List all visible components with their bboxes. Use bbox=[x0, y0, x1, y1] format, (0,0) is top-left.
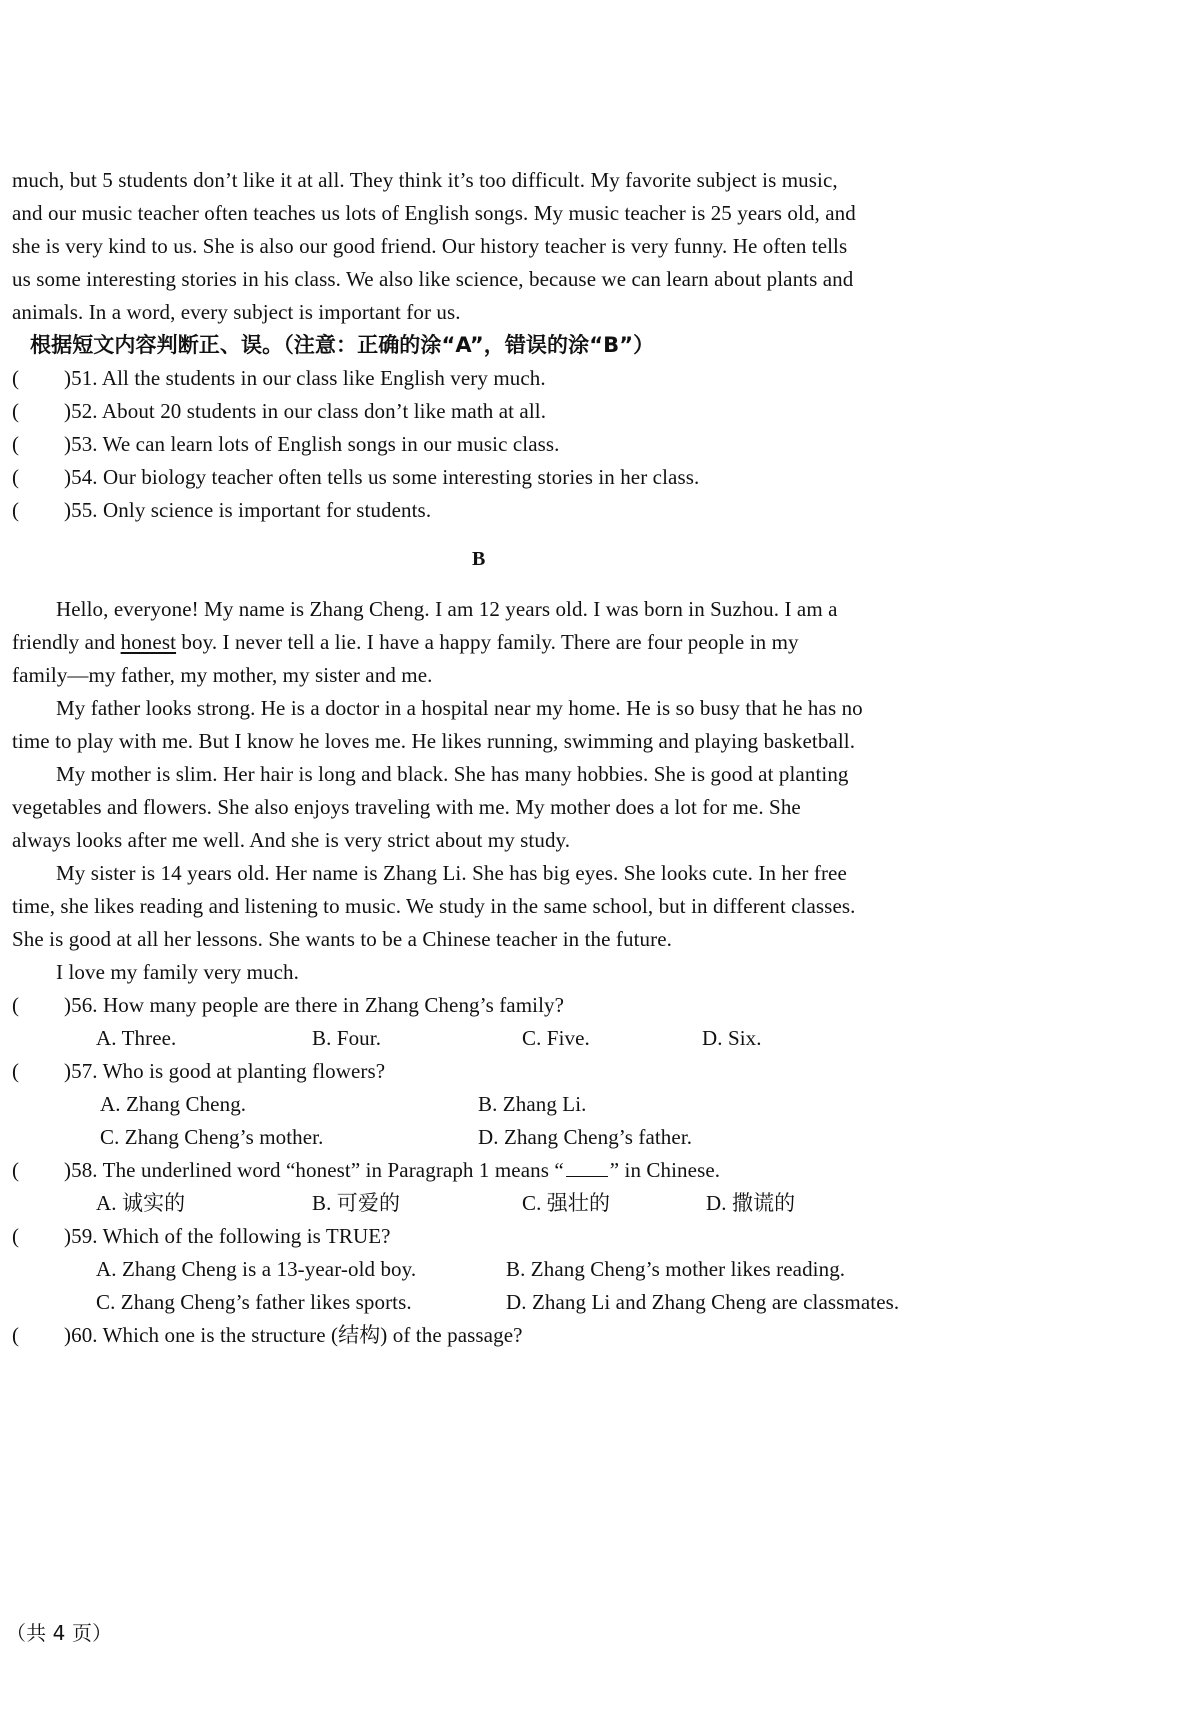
passage-b-p1-line-3: family—my father, my mother, my sister and me. bbox=[12, 663, 433, 687]
text-fragment: boy. I never tell a lie. I have a happy family. There are four people in my bbox=[176, 630, 799, 654]
question-text: Which of the following is TRUE? bbox=[102, 1224, 391, 1248]
answer-blank bbox=[566, 1175, 608, 1177]
passage-b-p1-line-1: Hello, everyone! My name is Zhang Cheng. I am 12 years old. I was born in Suzhou. I am a bbox=[56, 597, 838, 621]
question-58 bbox=[12, 1158, 720, 1182]
q58-option-d[interactable]: D. 撒谎的 bbox=[706, 1191, 796, 1215]
passage-a-line-3: she is very kind to us. She is also our good friend. Our history teacher is very funny. He often tells bbox=[12, 234, 848, 258]
question-text: We can learn lots of English songs in our music class. bbox=[102, 432, 560, 456]
question-text: Our biology teacher often tells us some interesting stories in her class. bbox=[103, 465, 700, 489]
section-b-title: B bbox=[472, 548, 486, 570]
passage-b-p4-line-1: My sister is 14 years old. Her name is Zhang Li. She has big eyes. She looks cute. In her free bbox=[56, 861, 847, 885]
question-text: The underlined word “honest” in Paragraph 1 means “ bbox=[102, 1158, 564, 1182]
question-number: )54. bbox=[64, 465, 98, 489]
question-number: )51. bbox=[64, 366, 98, 390]
passage-b-p1-line-2 bbox=[12, 630, 799, 654]
question-text: All the students in our class like English very much. bbox=[101, 366, 546, 390]
question-56 bbox=[12, 993, 564, 1017]
q57-option-b[interactable]: B. Zhang Li. bbox=[478, 1092, 587, 1116]
q58-option-c[interactable]: C. 强壮的 bbox=[522, 1191, 611, 1215]
passage-b-p2-line-2: time to play with me. But I know he loves me. He likes running, swimming and playing basketball. bbox=[12, 729, 856, 753]
passage-a-line-2: and our music teacher often teaches us lots of English songs. My music teacher is 25 years old, and bbox=[12, 201, 856, 225]
q56-option-d[interactable]: D. Six. bbox=[702, 1026, 762, 1050]
answer-paren[interactable]: ( bbox=[12, 366, 20, 390]
question-51 bbox=[12, 366, 546, 390]
q59-option-d[interactable]: D. Zhang Li and Zhang Cheng are classmates. bbox=[506, 1290, 900, 1314]
text-fragment: friendly and bbox=[12, 630, 121, 654]
answer-paren[interactable]: ( bbox=[12, 1158, 20, 1182]
passage-b-p3-line-3: always looks after me well. And she is very strict about my study. bbox=[12, 828, 571, 852]
question-55 bbox=[12, 498, 431, 522]
passage-b-p4-line-2: time, she likes reading and listening to music. We study in the same school, but in different classes. bbox=[12, 894, 856, 918]
q57-option-d[interactable]: D. Zhang Cheng’s father. bbox=[478, 1125, 693, 1149]
q56-option-a[interactable]: A. Three. bbox=[96, 1026, 177, 1050]
question-text: Who is good at planting flowers? bbox=[102, 1059, 386, 1083]
q58-option-b[interactable]: B. 可爱的 bbox=[312, 1191, 401, 1215]
answer-paren[interactable]: ( bbox=[12, 498, 20, 522]
q59-option-b[interactable]: B. Zhang Cheng’s mother likes reading. bbox=[506, 1257, 846, 1281]
question-53 bbox=[12, 432, 560, 456]
question-number: )58. bbox=[64, 1158, 98, 1182]
q56-option-b[interactable]: B. Four. bbox=[312, 1026, 382, 1050]
question-text: How many people are there in Zhang Cheng’s family? bbox=[103, 993, 565, 1017]
q58-option-a[interactable]: A. 诚实的 bbox=[96, 1191, 186, 1215]
question-number: )60. bbox=[64, 1323, 98, 1347]
q57-option-a[interactable]: A. Zhang Cheng. bbox=[100, 1092, 247, 1116]
question-52 bbox=[12, 399, 546, 423]
question-number: )56. bbox=[64, 993, 98, 1017]
question-57 bbox=[12, 1059, 385, 1083]
answer-paren[interactable]: ( bbox=[12, 432, 20, 456]
q59-option-a[interactable]: A. Zhang Cheng is a 13-year-old boy. bbox=[96, 1257, 417, 1281]
question-number: )57. bbox=[64, 1059, 98, 1083]
answer-paren[interactable]: ( bbox=[12, 399, 20, 423]
passage-a-line-1: much, but 5 students don’t like it at all. They think it’s too difficult. My favorite subject is music, bbox=[12, 168, 838, 192]
question-text: Only science is important for students. bbox=[103, 498, 432, 522]
question-59 bbox=[12, 1224, 391, 1248]
answer-paren[interactable]: ( bbox=[12, 993, 20, 1017]
question-text: Which one is the structure (结构) of the passage? bbox=[102, 1323, 523, 1347]
passage-b-p4-line-3: She is good at all her lessons. She wants to be a Chinese teacher in the future. bbox=[12, 927, 673, 951]
q56-option-c[interactable]: C. Five. bbox=[522, 1026, 590, 1050]
q57-option-c[interactable]: C. Zhang Cheng’s mother. bbox=[100, 1125, 324, 1149]
passage-a-line-4: us some interesting stories in his class. We also like science, because we can learn about plants and bbox=[12, 267, 854, 291]
question-number: )53. bbox=[64, 432, 98, 456]
q59-option-c[interactable]: C. Zhang Cheng’s father likes sports. bbox=[96, 1290, 412, 1314]
question-54 bbox=[12, 465, 699, 489]
question-text: About 20 students in our class don’t like math at all. bbox=[101, 399, 547, 423]
question-number: )59. bbox=[64, 1224, 98, 1248]
underlined-word-honest: honest bbox=[120, 630, 177, 654]
tf-instruction: 根据短文内容判断正、误。（注意：正确的涂“A”，错误的涂“B”） bbox=[30, 333, 655, 357]
passage-b-p3-line-2: vegetables and flowers. She also enjoys traveling with me. My mother does a lot for me. She bbox=[12, 795, 801, 819]
answer-paren[interactable]: ( bbox=[12, 1224, 20, 1248]
question-text-end: ” in Chinese. bbox=[609, 1158, 721, 1182]
page-count-footer: （共 4 页） bbox=[6, 1621, 113, 1645]
answer-paren[interactable]: ( bbox=[12, 1059, 20, 1083]
question-60 bbox=[12, 1323, 523, 1347]
question-number: )52. bbox=[64, 399, 98, 423]
passage-b-p2-line-1: My father looks strong. He is a doctor in a hospital near my home. He is so busy that he has no bbox=[56, 696, 863, 720]
answer-paren[interactable]: ( bbox=[12, 465, 20, 489]
passage-a-line-5: animals. In a word, every subject is important for us. bbox=[12, 300, 461, 324]
answer-paren[interactable]: ( bbox=[12, 1323, 20, 1347]
passage-b-p5-line-1: I love my family very much. bbox=[56, 960, 299, 984]
passage-b-p3-line-1: My mother is slim. Her hair is long and black. She has many hobbies. She is good at planting bbox=[56, 762, 849, 786]
question-number: )55. bbox=[64, 498, 98, 522]
